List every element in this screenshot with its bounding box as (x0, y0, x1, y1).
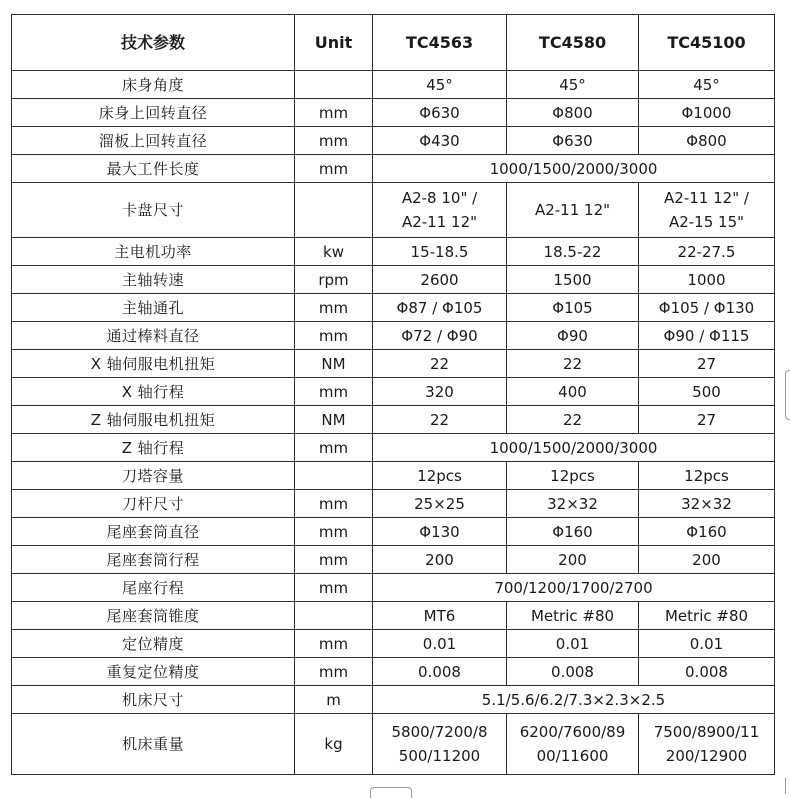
value-cell: 12pcs (373, 462, 507, 490)
table-row (12, 518, 775, 546)
param-label: 通过棒料直径 (12, 322, 295, 350)
value-cell: Φ630 (507, 127, 639, 155)
table-row (12, 574, 775, 602)
param-label: 主电机功率 (12, 238, 295, 266)
value-cell: 0.008 (507, 658, 639, 686)
value-line: 00/11600 (536, 747, 609, 765)
unit-cell: kg (295, 714, 373, 775)
unit-cell (295, 602, 373, 630)
value-cell: 18.5-22 (507, 238, 639, 266)
param-label: 尾座套筒锥度 (12, 602, 295, 630)
table-row (12, 71, 775, 99)
param-label: Z 轴伺服电机扭矩 (12, 406, 295, 434)
param-label: 尾座套筒行程 (12, 546, 295, 574)
value-cell: 2600 (373, 266, 507, 294)
unit-cell: mm (295, 378, 373, 406)
value-cell: 12pcs (507, 462, 639, 490)
unit-cell: mm (295, 490, 373, 518)
value-cell: 200 (507, 546, 639, 574)
table-row (12, 490, 775, 518)
table-row (12, 238, 775, 266)
unit-cell: mm (295, 574, 373, 602)
value-cell: Φ72 / Φ90 (373, 322, 507, 350)
param-label: 主轴转速 (12, 266, 295, 294)
spanned-value-cell: 1000/1500/2000/3000 (373, 155, 775, 183)
value-cell: 400 (507, 378, 639, 406)
value-cell: MT6 (373, 602, 507, 630)
value-line: A2-15 15" (668, 213, 745, 231)
bottom-edge-tab[interactable] (370, 787, 412, 798)
value-cell: 22 (373, 406, 507, 434)
header-param: 技术参数 (12, 15, 295, 71)
value-cell (639, 714, 775, 775)
param-label: X 轴伺服电机扭矩 (12, 350, 295, 378)
table-row (12, 266, 775, 294)
table-row (12, 434, 775, 462)
unit-cell (295, 71, 373, 99)
value-cell: Φ160 (507, 518, 639, 546)
param-label: 机床重量 (12, 714, 295, 775)
unit-cell: mm (295, 155, 373, 183)
param-label: 刀杆尺寸 (12, 490, 295, 518)
spec-table (11, 14, 775, 775)
table-row (12, 546, 775, 574)
value-cell: 1500 (507, 266, 639, 294)
scroll-edge-handle[interactable] (785, 370, 790, 420)
value-line: A2-11 12" / (664, 189, 749, 207)
unit-cell: mm (295, 434, 373, 462)
param-label: X 轴行程 (12, 378, 295, 406)
value-cell: 0.01 (639, 630, 775, 658)
table-row (12, 127, 775, 155)
unit-cell: mm (295, 546, 373, 574)
param-label: 重复定位精度 (12, 658, 295, 686)
value-cell: 0.01 (507, 630, 639, 658)
value-cell: 22-27.5 (639, 238, 775, 266)
value-line: 5800/7200/8 (391, 723, 488, 741)
value-cell: Φ1000 (639, 99, 775, 127)
param-label: 尾座行程 (12, 574, 295, 602)
unit-cell: m (295, 686, 373, 714)
table-row (12, 378, 775, 406)
value-cell (507, 183, 639, 238)
value-line: 500/11200 (398, 747, 481, 765)
param-label: Z 轴行程 (12, 434, 295, 462)
value-cell: 27 (639, 350, 775, 378)
spanned-value-cell: 5.1/5.6/6.2/7.3×2.3×2.5 (373, 686, 775, 714)
param-label: 尾座套筒直径 (12, 518, 295, 546)
value-cell: 500 (639, 378, 775, 406)
value-cell (507, 714, 639, 775)
value-cell: Metric #80 (639, 602, 775, 630)
spanned-value-cell: 700/1200/1700/2700 (373, 574, 775, 602)
value-cell: 200 (639, 546, 775, 574)
unit-cell: kw (295, 238, 373, 266)
unit-cell: mm (295, 658, 373, 686)
param-label: 主轴通孔 (12, 294, 295, 322)
table-row (12, 322, 775, 350)
value-cell: 320 (373, 378, 507, 406)
value-cell: 0.01 (373, 630, 507, 658)
value-cell: 0.008 (639, 658, 775, 686)
param-label: 床身角度 (12, 71, 295, 99)
value-cell: Φ130 (373, 518, 507, 546)
header-unit: Unit (295, 15, 373, 71)
value-cell: 22 (507, 350, 639, 378)
param-label: 定位精度 (12, 630, 295, 658)
unit-cell: NM (295, 406, 373, 434)
unit-cell: mm (295, 99, 373, 127)
param-label: 溜板上回转直径 (12, 127, 295, 155)
value-line: A2-11 12" (534, 201, 611, 219)
value-cell: Metric #80 (507, 602, 639, 630)
value-line: 6200/7600/89 (519, 723, 626, 741)
unit-cell: mm (295, 127, 373, 155)
header-row (12, 15, 775, 71)
header-model-1: TC4563 (373, 15, 507, 71)
table-row (12, 183, 775, 238)
unit-cell (295, 183, 373, 238)
param-label: 刀塔容量 (12, 462, 295, 490)
value-cell: 45° (639, 71, 775, 99)
param-label: 卡盘尺寸 (12, 183, 295, 238)
unit-cell (295, 462, 373, 490)
value-cell (373, 714, 507, 775)
param-label: 最大工件长度 (12, 155, 295, 183)
value-cell: 32×32 (639, 490, 775, 518)
value-cell: Φ430 (373, 127, 507, 155)
header-model-3: TC45100 (639, 15, 775, 71)
value-line: 200/12900 (665, 747, 748, 765)
table-row (12, 602, 775, 630)
value-cell: 32×32 (507, 490, 639, 518)
table-row (12, 406, 775, 434)
value-cell: Φ630 (373, 99, 507, 127)
value-cell: 22 (507, 406, 639, 434)
scroll-edge-bottom (785, 778, 790, 794)
unit-cell: mm (295, 322, 373, 350)
table-row (12, 658, 775, 686)
value-cell: Φ90 / Φ115 (639, 322, 775, 350)
table-row (12, 155, 775, 183)
table-row (12, 99, 775, 127)
param-label: 床身上回转直径 (12, 99, 295, 127)
value-cell: 0.008 (373, 658, 507, 686)
table-row (12, 350, 775, 378)
header-model-2: TC4580 (507, 15, 639, 71)
value-cell: Φ105 (507, 294, 639, 322)
value-cell: 1000 (639, 266, 775, 294)
spanned-value-cell: 1000/1500/2000/3000 (373, 434, 775, 462)
value-cell (373, 183, 507, 238)
param-label: 机床尺寸 (12, 686, 295, 714)
value-cell: 12pcs (639, 462, 775, 490)
value-line: A2-8 10" / (401, 189, 478, 207)
table-row (12, 294, 775, 322)
value-cell (639, 183, 775, 238)
table-row (12, 686, 775, 714)
table-row (12, 630, 775, 658)
value-cell: 27 (639, 406, 775, 434)
unit-cell: mm (295, 294, 373, 322)
value-cell: 22 (373, 350, 507, 378)
table-row (12, 714, 775, 775)
value-cell: 45° (507, 71, 639, 99)
value-cell: Φ160 (639, 518, 775, 546)
value-cell: Φ800 (639, 127, 775, 155)
table-row (12, 462, 775, 490)
value-cell: Φ87 / Φ105 (373, 294, 507, 322)
value-line: 7500/8900/11 (653, 723, 760, 741)
value-cell: Φ800 (507, 99, 639, 127)
unit-cell: mm (295, 630, 373, 658)
value-cell: Φ90 (507, 322, 639, 350)
value-cell: Φ105 / Φ130 (639, 294, 775, 322)
unit-cell: rpm (295, 266, 373, 294)
value-cell: 45° (373, 71, 507, 99)
value-cell: 200 (373, 546, 507, 574)
unit-cell: mm (295, 518, 373, 546)
value-cell: 15-18.5 (373, 238, 507, 266)
unit-cell: NM (295, 350, 373, 378)
value-line: A2-11 12" (401, 213, 478, 231)
value-cell: 25×25 (373, 490, 507, 518)
